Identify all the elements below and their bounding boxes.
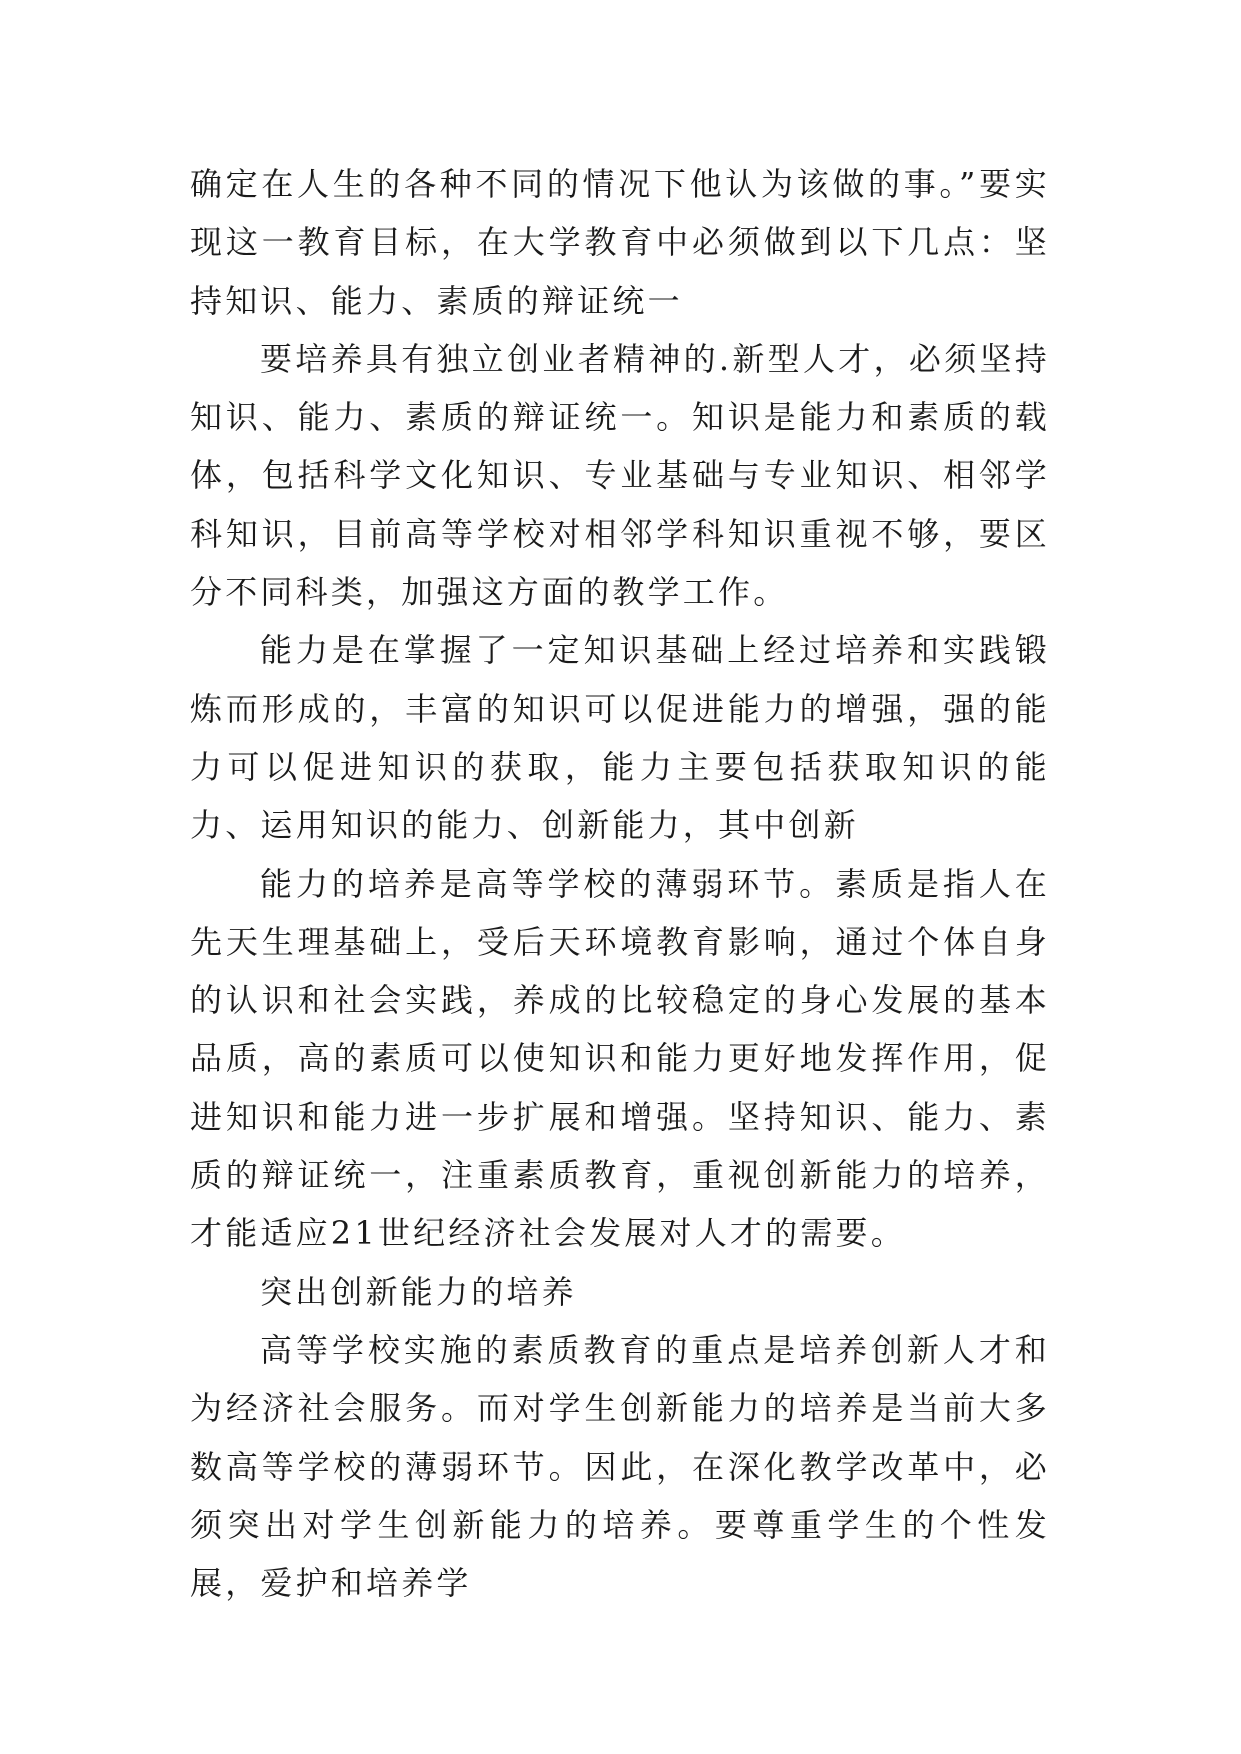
paragraph-1: 确定在人生的各种不同的情况下他认为该做的事。”要实现这一教育目标，在大学教育中必须做到以下几点：坚持知识、能力、素质的辩证统一: [190, 165, 1050, 320]
document-body: [190, 155, 1050, 1612]
paragraph-5: 高等学校实施的素质教育的重点是培养创新人才和为经济社会服务。而对学生创新能力的培养是当前大多数高等学校的薄弱环节。因此，在深化教学改革中，必须突出对学生创新能力的培养。要尊重学生的个性发展，爱护和培养学: [190, 1330, 1050, 1603]
paragraph-3: 能力是在掌握了一定知识基础上经过培养和实践锻炼而形成的，丰富的知识可以促进能力的增强，强的能力可以促进知识的获取，能力主要包括获取知识的能力、运用知识的能力、创新能力，其中创新: [190, 631, 1050, 845]
paragraph-4: 能力的培养是高等学校的薄弱环节。素质是指人在先天生理基础上，受后天环境教育影响，通过个体自身的认识和社会实践，养成的比较稳定的身心发展的基本品质，高的素质可以使知识和能力更好地发挥作用，促进知识和能力进一步扩展和增强。坚持知识、能力、素质的辩证统一，注重素质教育，重视创新能力的培养，才能适应21世纪经济社会发展对人才的需要。: [190, 864, 1050, 1253]
paragraph-2: 要培养具有独立创业者精神的.新型人才，必须坚持知识、能力、素质的辩证统一。知识是能力和素质的载体，包括科学文化知识、专业基础与专业知识、相邻学科知识，目前高等学校对相邻学科知识重视不够，要区分不同科类，加强这方面的教学工作。: [190, 339, 1050, 612]
section-heading: 突出创新能力的培养: [260, 1272, 577, 1311]
